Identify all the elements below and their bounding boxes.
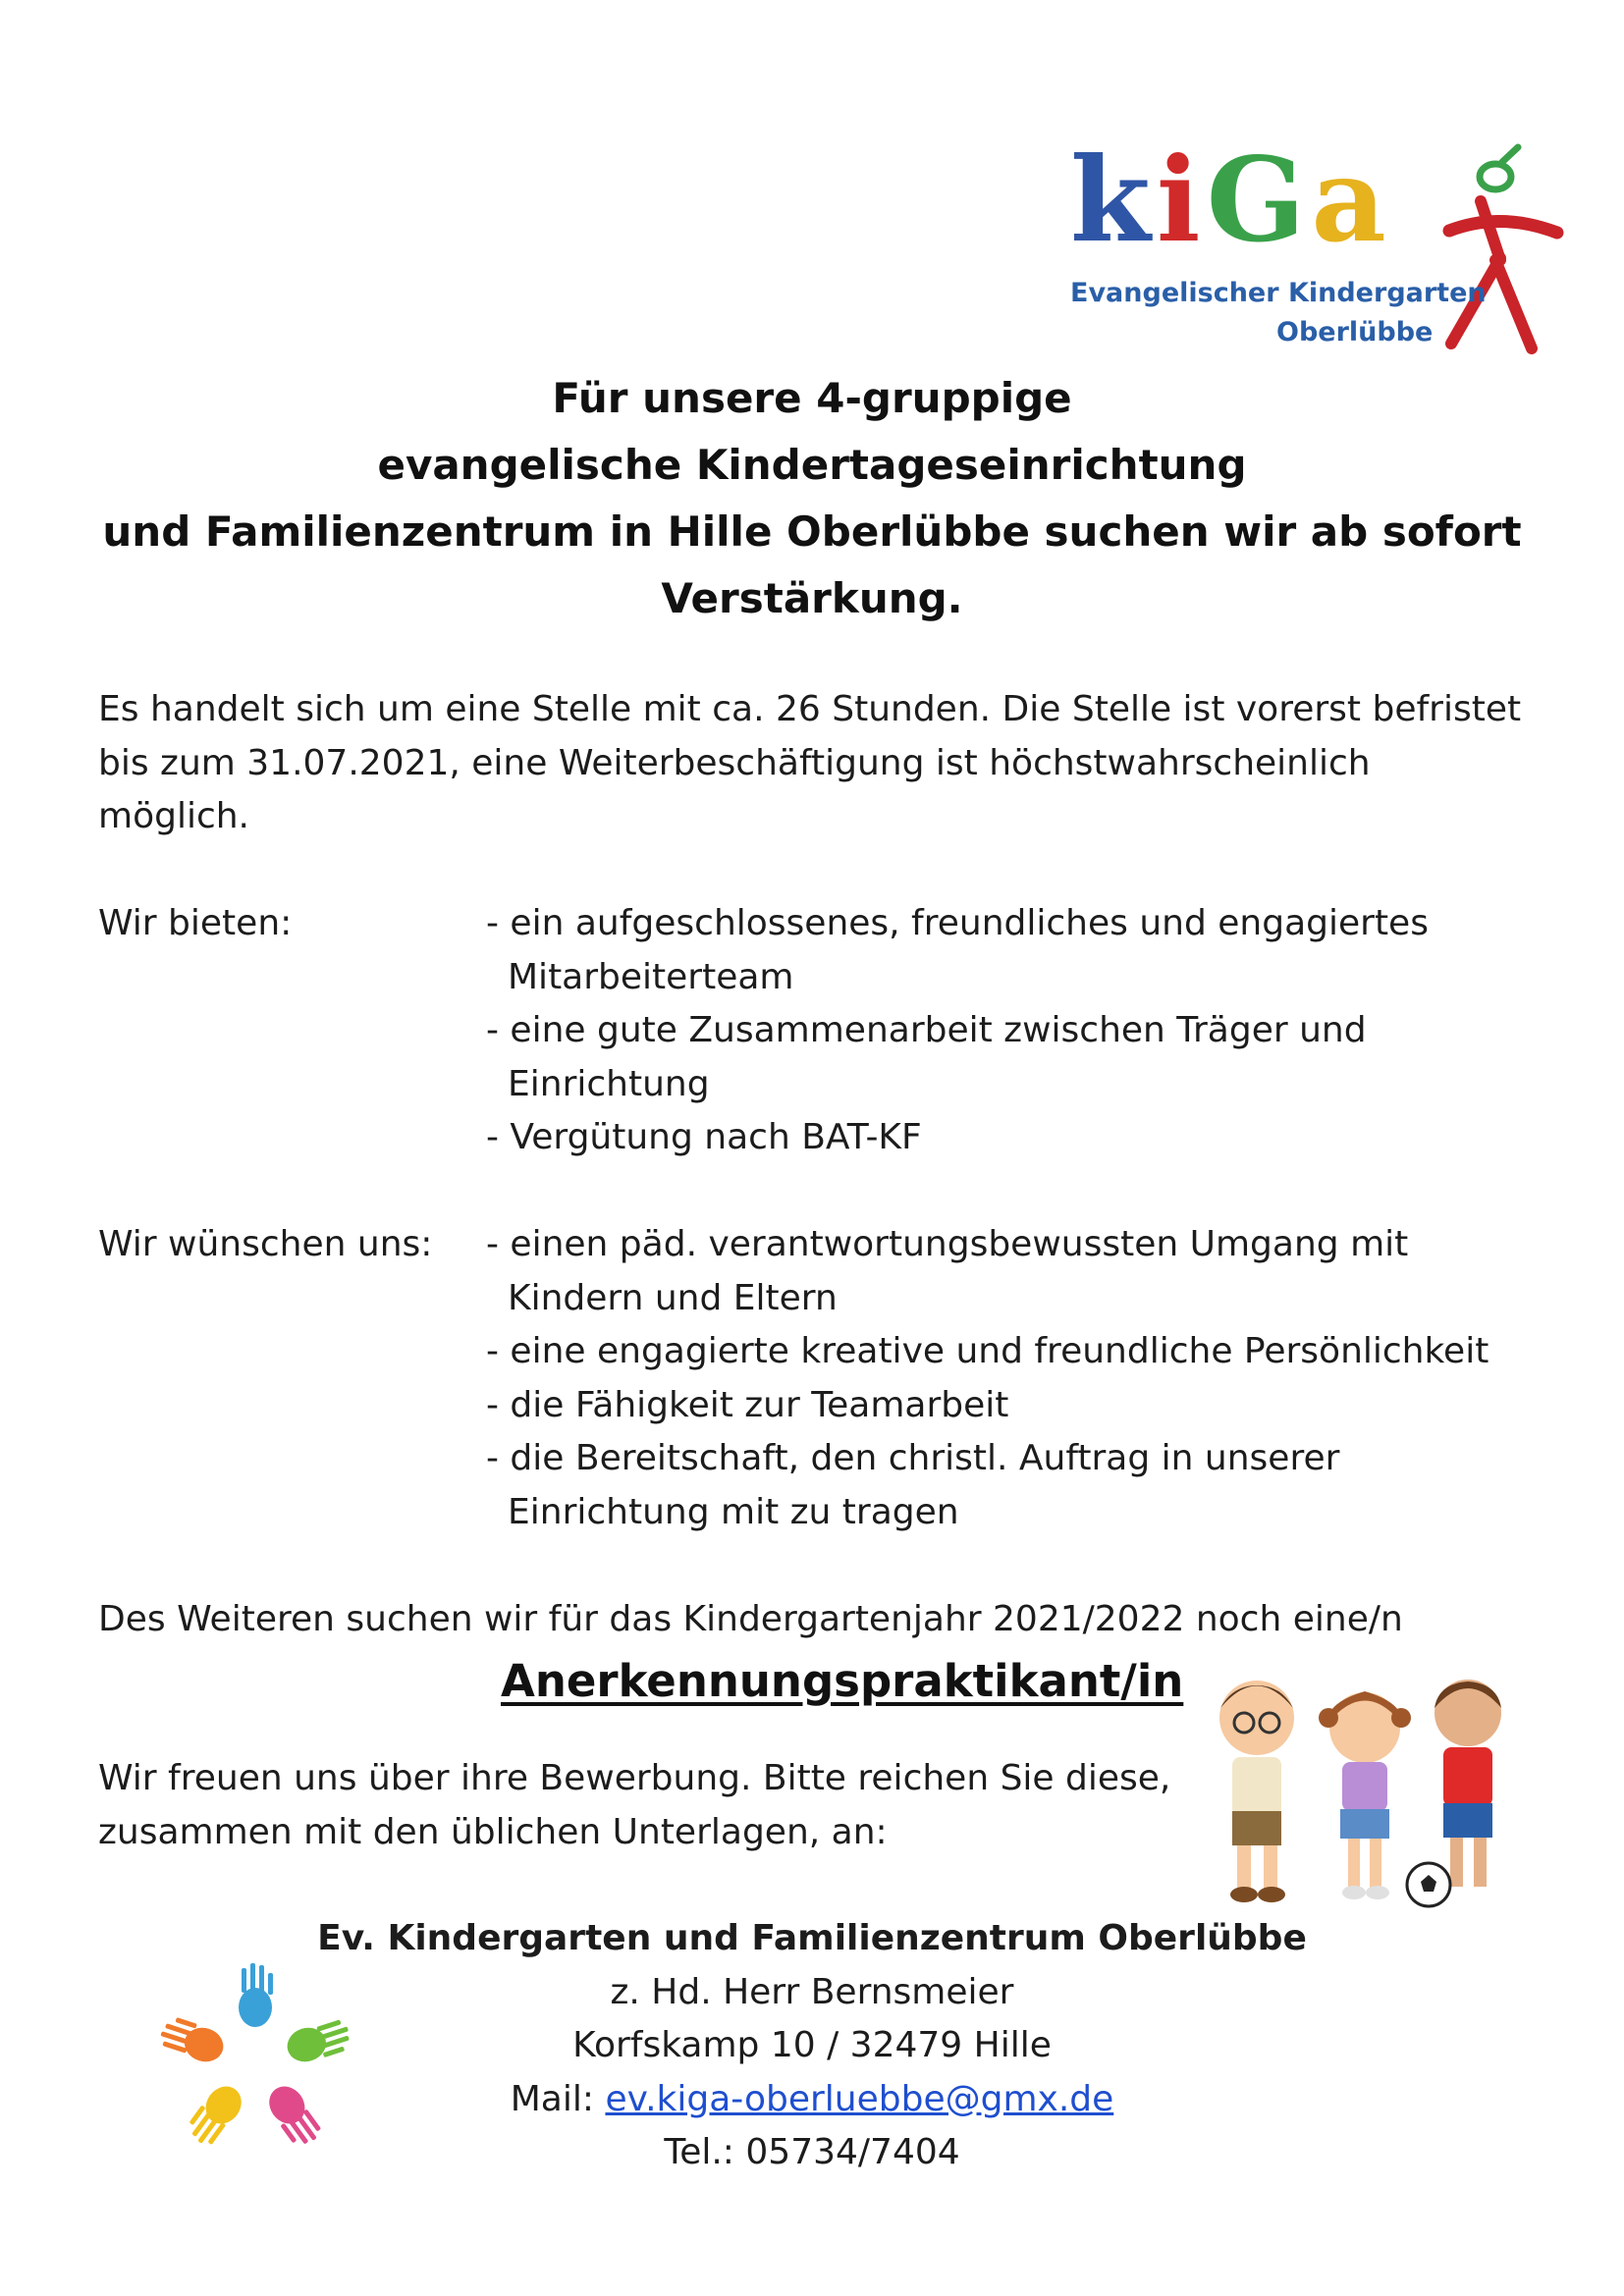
list-item: - die Bereitschaft, den christl. Auftrag in unserer — [486, 1438, 1340, 1478]
logo-child-figure-icon — [1441, 142, 1569, 368]
list-item-continuation: Kindern und Eltern — [508, 1277, 838, 1318]
intro-line: Es handelt sich um eine Stelle mit ca. 26 Stunden. Die Stelle ist vorerst befristet — [98, 689, 1522, 729]
logo-line-1: Evangelischer Kindergarten — [1070, 278, 1487, 308]
logo-letter-k: k — [1070, 132, 1157, 268]
list-item: - Vergütung nach BAT-KF — [486, 1117, 922, 1157]
headline-line: evangelische Kindertageseinrichtung — [377, 441, 1247, 489]
logo-letter-a: a — [1311, 132, 1392, 268]
wishes-list — [486, 1218, 1489, 1539]
child-boy-glasses-icon — [1219, 1681, 1294, 1902]
closing-line: Wir freuen uns über ihre Bewerbung. Bitte reichen Sie diese, — [98, 1758, 1171, 1798]
logo-line-2: Oberlübbe — [1276, 317, 1434, 347]
offer-label: Wir bieten: — [98, 903, 293, 943]
logo-wordmark — [1070, 132, 1392, 268]
intro-paragraph — [98, 683, 1521, 844]
children-illustration — [1203, 1664, 1537, 1919]
list-item: - die Fähigkeit zur Teamarbeit — [486, 1384, 1009, 1425]
contact-org: Ev. Kindergarten und Familienzentrum Oberlübbe — [317, 1918, 1307, 1958]
colorful-hands-icon — [157, 1963, 353, 2160]
list-item: - ein aufgeschlossenes, freundliches und engagiertes — [486, 903, 1429, 943]
logo-letter-g: G — [1206, 132, 1312, 268]
headline — [98, 365, 1526, 632]
closing-line: zusammen mit den üblichen Unterlagen, an: — [98, 1811, 888, 1852]
headline-line: und Familienzentrum in Hille Oberlübbe suchen wir ab sofort — [102, 507, 1522, 556]
contact-tel: Tel.: 05734/7404 — [664, 2132, 960, 2172]
offer-list — [486, 897, 1429, 1165]
headline-line: Für unsere 4-gruppige — [552, 374, 1072, 422]
wishes-label: Wir wünschen uns: — [98, 1224, 433, 1264]
contact-attn: z. Hd. Herr Bernsmeier — [610, 1971, 1014, 2012]
list-item: - einen päd. verantwortungsbewussten Umgang mit — [486, 1224, 1409, 1264]
list-item-continuation: Einrichtung mit zu tragen — [508, 1491, 959, 1532]
list-item: - eine gute Zusammenarbeit zwischen Träger und — [486, 1010, 1367, 1050]
intro-line: möglich. — [98, 796, 250, 836]
list-item-continuation: Mitarbeiterteam — [508, 956, 794, 997]
position-title: Anerkennungspraktikant/in — [501, 1655, 1184, 1707]
headline-line: Verstärkung. — [661, 574, 963, 622]
kiga-logo — [1060, 132, 1571, 368]
mail-label: Mail: — [510, 2078, 594, 2119]
child-boy-ball-icon — [1407, 1680, 1501, 1906]
logo-letter-i: i — [1156, 132, 1207, 268]
list-item-continuation: Einrichtung — [508, 1063, 710, 1104]
closing-paragraph — [98, 1752, 1170, 1859]
contact-address: Korfskamp 10 / 32479 Hille — [572, 2025, 1052, 2065]
list-item: - eine engagierte kreative und freundliche Persönlichkeit — [486, 1331, 1489, 1371]
further-search-text: Des Weiteren suchen wir für das Kindergartenjahr 2021/2022 noch eine/n — [98, 1599, 1403, 1639]
intro-line: bis zum 31.07.2021, eine Weiterbeschäftigung ist höchstwahrscheinlich — [98, 742, 1371, 783]
mail-link[interactable]: ev.kiga-oberluebbe@gmx.de — [605, 2078, 1114, 2119]
child-girl-icon — [1319, 1691, 1411, 1899]
